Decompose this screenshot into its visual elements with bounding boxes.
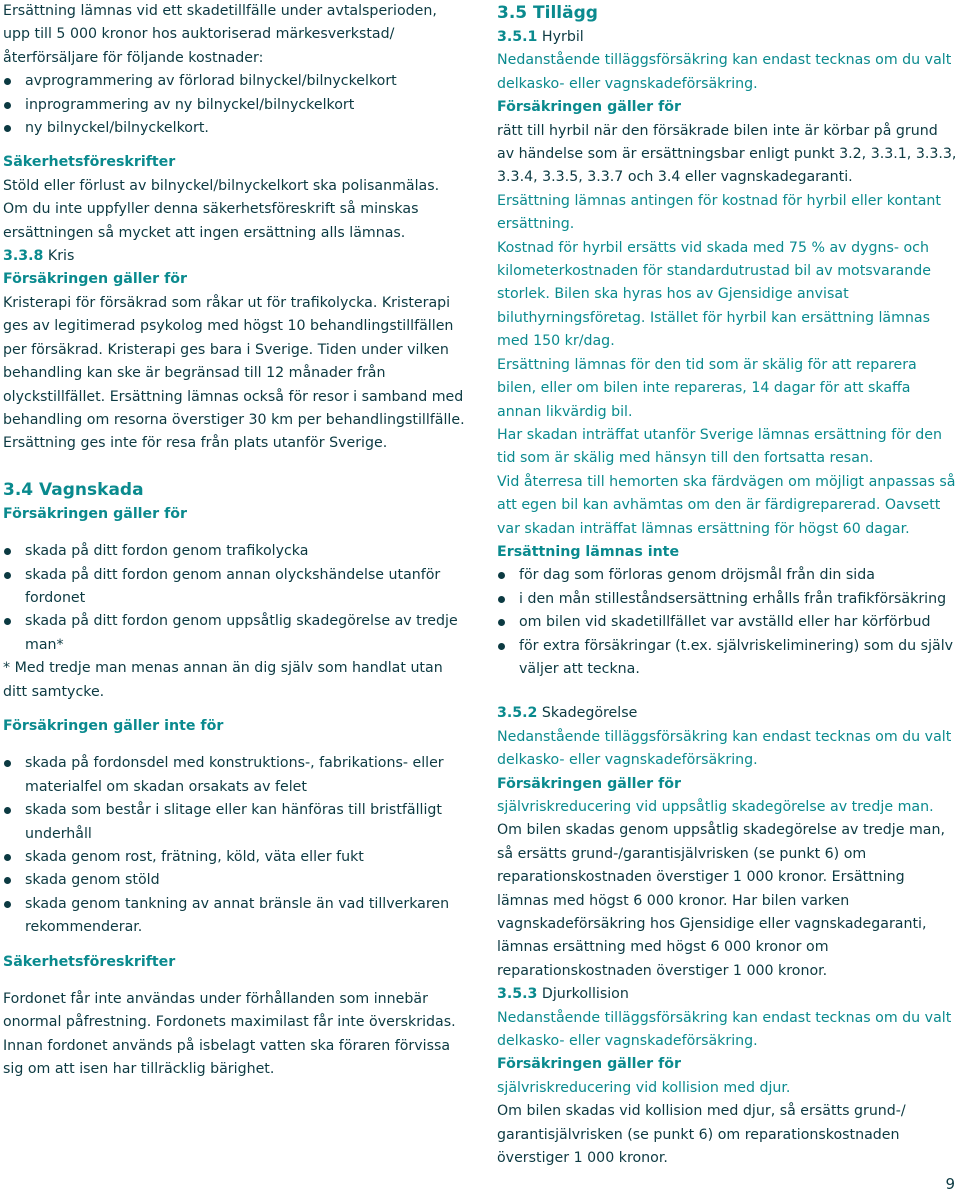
paragraph: Om bilen skadas vid kollision med djur, så ersätts grund-/ garantisjälvrisken (se punkt 6) om reparationskostnaden överstiger 1 000 kronor. <box>497 1103 906 1167</box>
applies-heading: Försäkringen gäller för <box>497 99 682 116</box>
not-applies-heading: Försäkringen gäller inte för <box>3 717 224 734</box>
list-item: om bilen vid skadetillfället var avställd eller har körförbud <box>497 611 959 634</box>
list-item: skada på ditt fordon genom trafikolycka <box>3 540 465 563</box>
section-3-5-heading <box>497 0 959 26</box>
paragraph: Om bilen skadas genom uppsåtlig skadegörelse av tredje man, så ersätts grund-/garantisjälvrisken (se punkt 6) om reparationskostnaden överstiger 1 000 kronor. Ersättning lämnas med högst 6 000 kronor. Har bilen varken vagnskadeförsäkring hos Gjensidige eller vagnskadegaranti, lämnas ersättning med högst 6 000 kronor om reparationskostnaden överstiger 1 000 kronor. <box>497 822 945 979</box>
applies-heading: Försäkringen gäller för <box>3 271 188 288</box>
safety-heading: Säkerhetsföreskrifter <box>3 154 176 171</box>
list-item: skada genom tankning av annat bränsle än vad tillverkaren rekommenderar. <box>3 893 465 940</box>
list-item: för extra försäkringar (t.ex. självriskeliminering) som du själv väljer att teckna. <box>497 635 959 682</box>
intro-paragraph: Ersättning lämnas vid ett skadetillfälle under avtalsperioden, upp till 5 000 kronor hos auktoriserad märkesverkstad/återförsäljare för följande kostnader: <box>3 3 437 66</box>
list-item: skada som består i slitage eller kan hänföras till bristfälligt underhåll <box>3 799 465 846</box>
intro-paragraph: Nedanstående tilläggsförsäkring kan endast tecknas om du valt delkasko- eller vagnskadeförsäkring. <box>497 52 952 92</box>
list-item: skada genom stöld <box>3 869 465 892</box>
section-number: 3.5 <box>497 3 528 23</box>
intro-list <box>3 70 465 140</box>
left-column <box>3 0 465 1082</box>
section-3-5-2-heading <box>497 702 959 725</box>
section-3-3-8-heading <box>3 245 465 268</box>
paragraph: Ersättning lämnas antingen för kostnad för hyrbil eller kontant ersättning. <box>497 192 941 233</box>
list-item: skada på ditt fordon genom uppsåtlig skadegörelse av tredje man* <box>3 610 465 657</box>
list-item: inprogrammering av ny bilnyckel/bilnyckelkort <box>3 94 465 117</box>
intro-paragraph: Nedanstående tilläggsförsäkring kan endast tecknas om du valt delkasko- eller vagnskadeförsäkring. <box>497 1009 952 1050</box>
section-number: 3.3.8 <box>3 248 44 265</box>
section-title: Hyrbil <box>537 29 584 45</box>
applies-heading: Försäkringen gäller för <box>497 1056 682 1073</box>
paragraph: Har skadan inträffat utanför Sverige lämnas ersättning för den tid som är skälig med hänsyn till den fortsatta resan. <box>497 426 942 467</box>
not-compensated-heading: Ersättning lämnas inte <box>497 543 680 560</box>
list-item: skada på fordonsdel med konstruktions-, fabrikations- eller materialfel om skadan orsakats av felet <box>3 752 465 799</box>
section-3-5-1-heading <box>497 26 959 49</box>
safety-paragraph: Fordonet får inte användas under förhållanden som innebär onormal påfrestning. Fordonets maximilast får inte överskridas. Innan fordonet används på isbelagt vatten ska föraren förvissa sig om att isen har tillräcklig bärighet. <box>3 991 456 1078</box>
section-3-5-3-heading <box>497 983 959 1006</box>
section-number: 3.5.2 <box>497 705 538 722</box>
list-item: skada genom rost, frätning, köld, väta eller fukt <box>3 846 465 869</box>
section-title: Kris <box>43 248 75 265</box>
list-item: för dag som förloras genom dröjsmål från din sida <box>497 564 959 587</box>
paragraph: Vid återresa till hemorten ska färdvägen om möjligt anpassas så att egen bil kan avhämtas om den är färdigreparerad. Oavsett var skadan inträffat lämnas ersättning för högst 60 dagar. <box>497 473 956 537</box>
section-number: 3.4 <box>3 479 34 500</box>
section-number: 3.5.1 <box>497 29 538 45</box>
paragraph: rätt till hyrbil när den försäkrade bilen inte är körbar på grund av händelse som är ersättningsbar enligt punkt 3.2, 3.3.1, 3.3.3, 3.3.4, 3.3.5, 3.3.7 och 3.4 eller vagnskadegaranti. <box>497 122 957 186</box>
applies-heading: Försäkringen gäller för <box>3 505 188 522</box>
footnote: * Med tredje man menas annan än dig själv som handlat utan ditt samtycke. <box>3 660 443 700</box>
list-item: skada på ditt fordon genom annan olyckshändelse utanför fordonet <box>3 564 465 611</box>
section-title: Djurkollision <box>537 986 629 1003</box>
applies-heading: Försäkringen gäller för <box>497 775 682 792</box>
list-item: i den mån stilleståndsersättning erhålls från trafikförsäkring <box>497 588 959 611</box>
crisis-paragraph: Kristerapi för försäkrad som råkar ut för trafikolycka. Kristerapi ges av legitimerad psykolog med högst 10 behandlingstillfällen per försäkrad. Kristerapi ges bara i Sverige. Tiden under vilken behandling kan ske är begränsad till 12 månader från olyckstillfället. Ersättning lämnas också för resor i samband med behandling om resorna överstiger 30 km per behandlingstillfälle. Ersättning ges inte för resa från plats utanför Sverige. <box>3 294 465 452</box>
paragraph: självriskreducering vid uppsåtlig skadegörelse av tredje man. <box>497 799 934 815</box>
list-item: avprogrammering av förlorad bilnyckel/bilnyckelkort <box>3 70 465 93</box>
paragraph: Ersättning lämnas för den tid som är skälig för att reparera bilen, eller om bilen inte repareras, 14 dagar för att skaffa annan likvärdig bil. <box>497 356 917 420</box>
not-compensated-list <box>497 564 959 681</box>
section-3-4-heading <box>3 477 465 503</box>
safety-heading: Säkerhetsföreskrifter <box>3 953 176 970</box>
section-title: Tillägg <box>527 3 598 23</box>
right-column <box>497 0 959 1171</box>
section-title: Vagnskada <box>33 479 144 500</box>
paragraph: självriskreducering vid kollision med djur. <box>497 1079 791 1096</box>
section-number: 3.5.3 <box>497 986 538 1003</box>
section-title: Skadegörelse <box>537 705 638 722</box>
not-applies-list <box>3 752 465 939</box>
list-item: ny bilnyckel/bilnyckelkort. <box>3 117 465 140</box>
paragraph: Kostnad för hyrbil ersätts vid skada med 75 % av dygns- och kilometerkostnaden för standardutrustad bil av motsvarande storlek. Bilen ska hyras hos av Gjensidige anvisat biluthyrningsföretag. Istället för hyrbil kan ersättning lämnas med 150 kr/dag. <box>497 239 932 350</box>
intro-paragraph: Nedanstående tilläggsförsäkring kan endast tecknas om du valt delkasko- eller vagnskadeförsäkring. <box>497 728 952 769</box>
applies-list <box>3 540 465 657</box>
page-number: 9 <box>945 1175 955 1193</box>
safety-paragraph: Stöld eller förlust av bilnyckel/bilnyckelkort ska polisanmälas. Om du inte uppfyller denna säkerhetsföreskrift så minskas ersättningen så mycket att ingen ersättning alls lämnas. <box>3 177 440 241</box>
